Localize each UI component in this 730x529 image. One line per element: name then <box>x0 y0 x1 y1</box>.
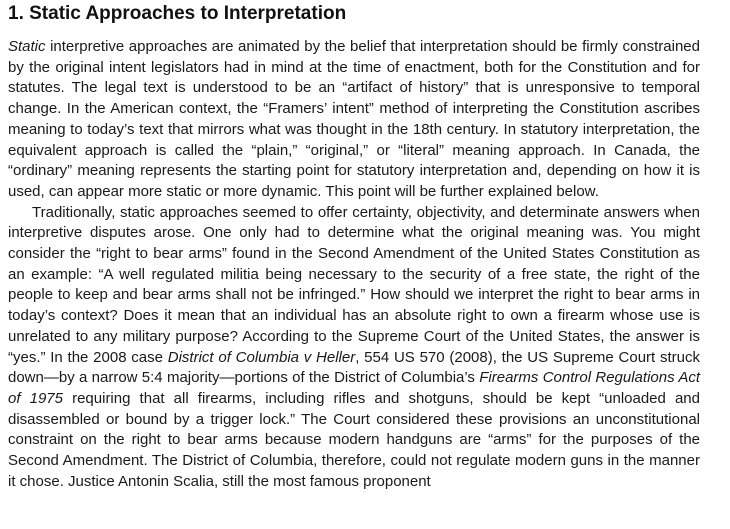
case-name-heller: District of Columbia v Heller <box>167 348 356 366</box>
paragraph-static-approaches <box>8 37 700 203</box>
paragraph-2-part-1: Traditionally, static approaches seemed to offer certainty, objectivity, and determinate answers when interpretive disputes arose. One only had to determine what the original meaning was. You might consider the “right to bear arms” found in the Second Amendment of the United States Constitution as an example: “A well regulated militia being necessary to the security of a free state, the right of the people to keep and bear arms shall not be infringed.” How should we interpret the right to bear arms in today’s context? Does it mean that an individual has an absolute right to own a firearm whose use is unrelated to any military purpose? According to the Supreme Court of the United States, the answer is “yes.” In the 2008 case <box>8 203 700 366</box>
paragraph-1-body: interpretive approaches are animated by the belief that interpretation should be firmly constrained by the original intent legislators had in mind at the time of enactment, both for the Constitution and for statutes. The legal text is understood to be an “artifact of history” that is unresponsive to temporal change. In the American context, the “Framers’ intent” method of interpreting the Constitution ascribes meaning to today’s text that mirrors what was thought in the 18th century. In statutory interpretation, the equivalent approach is called the “plain,” “original,” or “literal” meaning approach. In Canada, the “ordinary” meaning represents the starting point for statutory interpretation and, depending on how it is used, can appear more static or more dynamic. This point will be further explained below. <box>8 38 700 200</box>
term-static: Static <box>8 38 46 55</box>
paragraph-2-part-2: , 554 US 570 (2008), the US Supreme Court struck down—by a narrow 5:4 majority—portions of the District of Columbia’s <box>8 348 700 387</box>
act-name-firearms: Firearms Control Regulations Act of 1975 <box>8 369 701 407</box>
section-heading: 1. Static Approaches to Interpretation <box>8 3 347 24</box>
paragraph-2-part-3: requiring that all firearms, including rifles and shotguns, should be kept “unloaded and disassembled or bound by a trigger lock.” The Court considered these provisions an unconstitutional constraint on the right to bear arms because modern handguns are “arms” for the purposes of the Second Amendment. The District of Columbia, therefore, could not regulate modern guns in the manner it chose. Justice Antonin Scalia, still the most famous proponent <box>8 389 700 490</box>
paragraph-traditionally <box>8 203 700 493</box>
